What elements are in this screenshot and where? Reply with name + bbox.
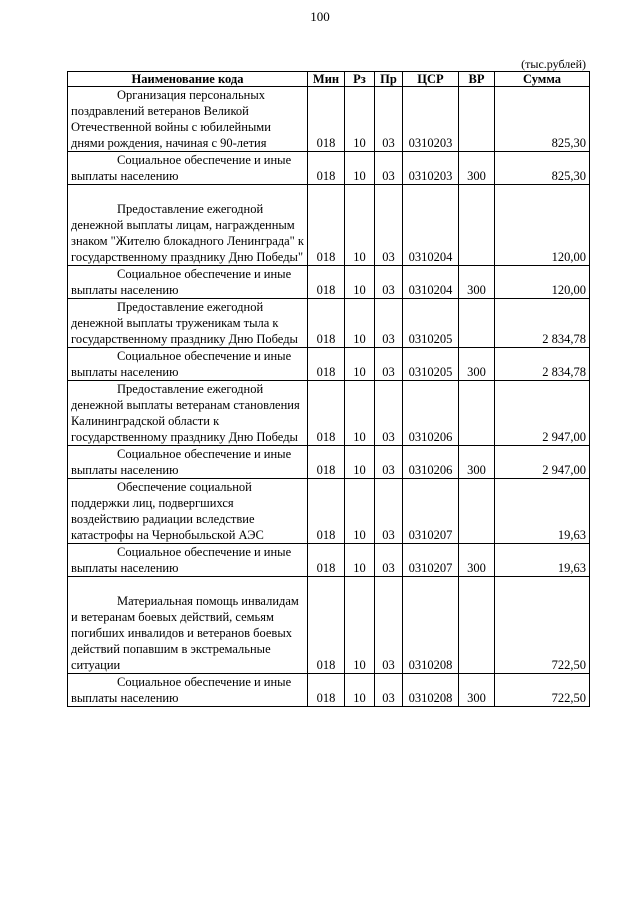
cell-vr: 300 (459, 152, 495, 185)
header-pr: Пр (375, 72, 403, 87)
cell-pr: 03 (375, 674, 403, 707)
cell-min: 018 (308, 266, 345, 299)
cell-min: 018 (308, 381, 345, 446)
cell-rz: 10 (345, 479, 375, 544)
cell-min: 018 (308, 152, 345, 185)
cell-name-text: Обеспечение социальной поддержки лиц, подвергшихся воздействию радиации вследствие катастрофы на Чернобыльской АЭС (71, 480, 264, 542)
header-name: Наименование кода (68, 72, 308, 87)
budget-table (67, 71, 590, 707)
cell-name-text: Социальное обеспечение и иные выплаты населению (71, 447, 292, 477)
cell-sum: 825,30 (495, 87, 590, 152)
cell-name-text: Социальное обеспечение и иные выплаты населению (71, 267, 292, 297)
table-row (68, 479, 590, 544)
cell-rz: 10 (345, 674, 375, 707)
cell-vr (459, 185, 495, 266)
table-row (68, 348, 590, 381)
cell-min: 018 (308, 87, 345, 152)
table-row (68, 674, 590, 707)
cell-name-text: Материальная помощь инвалидам и ветеранам боевых действий, семьям погибших инвалидов и ветеранов боевых действий попавшим в экстремальные ситуации (71, 594, 299, 672)
cell-csr: 0310206 (403, 381, 459, 446)
cell-csr: 0310204 (403, 185, 459, 266)
cell-sum: 120,00 (495, 266, 590, 299)
table-row (68, 185, 590, 266)
cell-pr: 03 (375, 577, 403, 674)
cell-name-text: Социальное обеспечение и иные выплаты населению (71, 349, 292, 379)
cell-min: 018 (308, 674, 345, 707)
cell-csr: 0310207 (403, 544, 459, 577)
cell-rz: 10 (345, 87, 375, 152)
cell-name-text: Социальное обеспечение и иные выплаты населению (71, 545, 292, 575)
cell-name-text: Предоставление ежегодной денежной выплаты труженикам тыла к государственному празднику Дню Победы (71, 300, 298, 346)
cell-vr: 300 (459, 446, 495, 479)
header-min: Мин (308, 72, 345, 87)
cell-vr (459, 479, 495, 544)
cell-pr: 03 (375, 152, 403, 185)
cell-sum: 722,50 (495, 674, 590, 707)
cell-csr: 0310207 (403, 479, 459, 544)
cell-rz: 10 (345, 577, 375, 674)
units-label: (тыс.рублей) (521, 57, 586, 71)
cell-rz: 10 (345, 266, 375, 299)
cell-pr: 03 (375, 299, 403, 348)
cell-vr: 300 (459, 674, 495, 707)
table-row (68, 87, 590, 152)
cell-name-text: Организация персональных поздравлений ветеранов Великой Отечественной войны с юбилейными днями рождения, начиная с 90-летия (71, 88, 271, 150)
table-row (68, 446, 590, 479)
cell-name (68, 348, 308, 381)
cell-min: 018 (308, 577, 345, 674)
cell-name (68, 87, 308, 152)
cell-name (68, 544, 308, 577)
cell-vr (459, 381, 495, 446)
cell-vr (459, 577, 495, 674)
cell-vr: 300 (459, 348, 495, 381)
cell-pr: 03 (375, 381, 403, 446)
cell-sum: 2 947,00 (495, 381, 590, 446)
cell-pr: 03 (375, 87, 403, 152)
cell-name (68, 185, 308, 266)
cell-pr: 03 (375, 266, 403, 299)
cell-sum: 19,63 (495, 479, 590, 544)
cell-name-text: Предоставление ежегодной денежной выплаты лицам, награжденным знаком "Жителю блокадного Ленинграда" к государственному празднику Дню Победы" (71, 202, 304, 264)
cell-rz: 10 (345, 446, 375, 479)
cell-csr: 0310203 (403, 152, 459, 185)
cell-sum: 2 947,00 (495, 446, 590, 479)
cell-rz: 10 (345, 152, 375, 185)
cell-vr: 300 (459, 266, 495, 299)
cell-name (68, 381, 308, 446)
cell-csr: 0310208 (403, 674, 459, 707)
cell-vr: 300 (459, 544, 495, 577)
cell-csr: 0310208 (403, 577, 459, 674)
cell-vr (459, 87, 495, 152)
cell-vr (459, 299, 495, 348)
cell-rz: 10 (345, 348, 375, 381)
cell-rz: 10 (345, 544, 375, 577)
cell-name (68, 446, 308, 479)
cell-name (68, 479, 308, 544)
cell-min: 018 (308, 185, 345, 266)
header-vr: ВР (459, 72, 495, 87)
cell-csr: 0310203 (403, 87, 459, 152)
cell-sum: 2 834,78 (495, 299, 590, 348)
cell-name (68, 577, 308, 674)
cell-sum: 2 834,78 (495, 348, 590, 381)
page-number: 100 (310, 9, 330, 24)
cell-name-text: Социальное обеспечение и иные выплаты населению (71, 675, 292, 705)
table-row (68, 577, 590, 674)
table-row (68, 381, 590, 446)
header-rz: Рз (345, 72, 375, 87)
cell-min: 018 (308, 348, 345, 381)
cell-pr: 03 (375, 446, 403, 479)
table-row (68, 152, 590, 185)
table-row (68, 544, 590, 577)
cell-name (68, 266, 308, 299)
cell-sum: 722,50 (495, 577, 590, 674)
cell-name-text: Социальное обеспечение и иные выплаты населению (71, 153, 292, 183)
cell-rz: 10 (345, 381, 375, 446)
cell-rz: 10 (345, 185, 375, 266)
cell-csr: 0310205 (403, 299, 459, 348)
cell-csr: 0310204 (403, 266, 459, 299)
cell-sum: 19,63 (495, 544, 590, 577)
cell-rz: 10 (345, 299, 375, 348)
cell-csr: 0310205 (403, 348, 459, 381)
cell-name (68, 152, 308, 185)
cell-name-text: Предоставление ежегодной денежной выплаты ветеранам становления Калининградской области к государственному празднику Дню Победы (71, 382, 300, 444)
cell-name (68, 299, 308, 348)
cell-sum: 120,00 (495, 185, 590, 266)
cell-min: 018 (308, 299, 345, 348)
cell-sum: 825,30 (495, 152, 590, 185)
cell-min: 018 (308, 479, 345, 544)
header-csr: ЦСР (403, 72, 459, 87)
cell-pr: 03 (375, 348, 403, 381)
cell-pr: 03 (375, 479, 403, 544)
table-row (68, 266, 590, 299)
table-header-row (68, 72, 590, 87)
cell-name (68, 674, 308, 707)
cell-min: 018 (308, 544, 345, 577)
cell-min: 018 (308, 446, 345, 479)
table-row (68, 299, 590, 348)
cell-csr: 0310206 (403, 446, 459, 479)
header-sum: Сумма (495, 72, 590, 87)
cell-pr: 03 (375, 185, 403, 266)
cell-pr: 03 (375, 544, 403, 577)
